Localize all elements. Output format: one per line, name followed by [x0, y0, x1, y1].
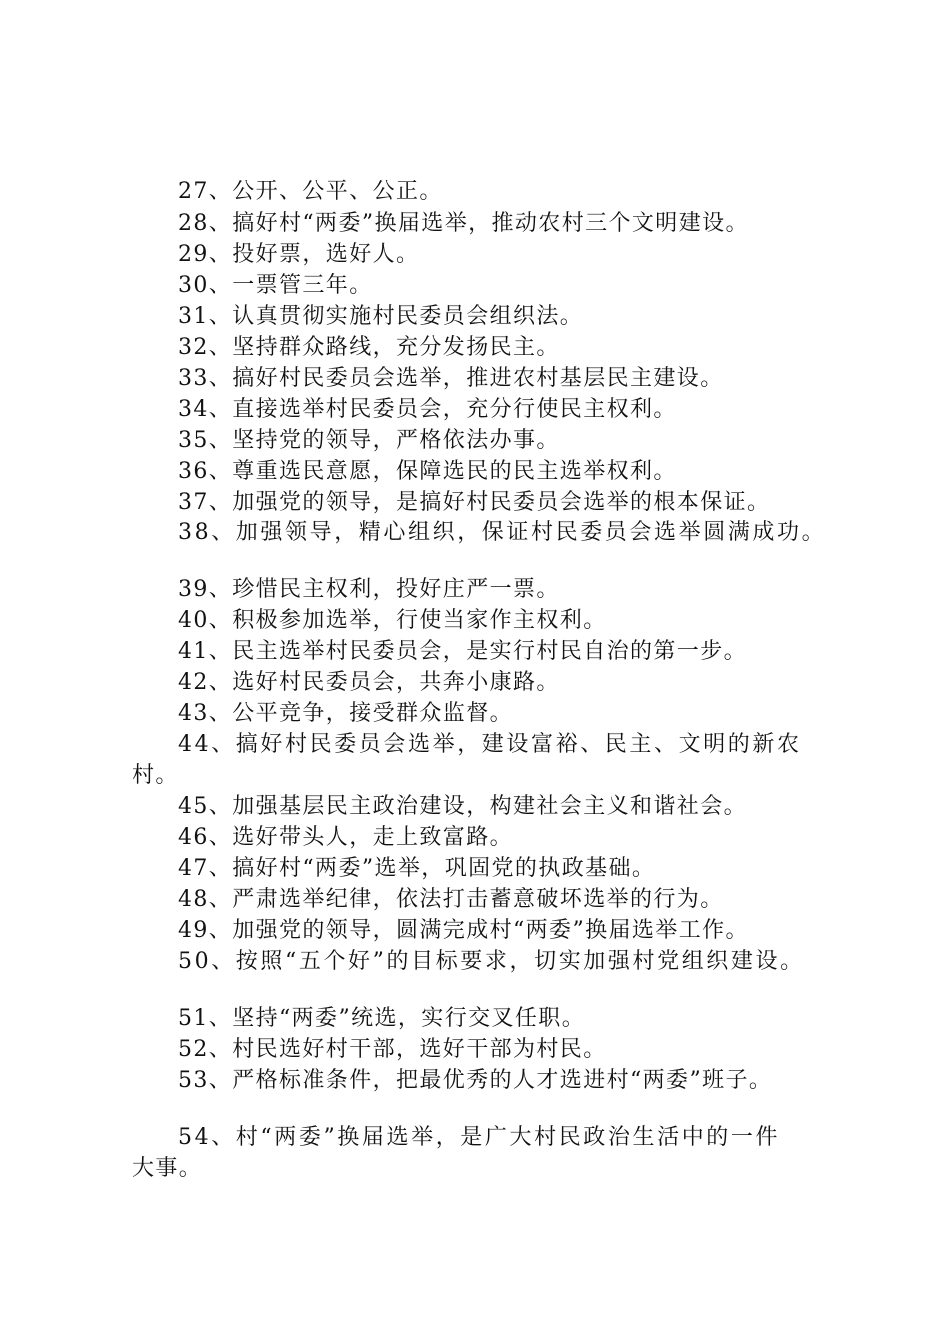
list-item: 47、搞好村“两委”选举，巩固党的执政基础。: [178, 856, 656, 881]
list-item: 38、加强领导，精心组织，保证村民委员会选举圆满成功。: [178, 520, 827, 545]
list-item: 54、村“两委”换届选举，是广大村民政治生活中的一件: [178, 1125, 781, 1150]
list-item: 44、搞好村民委员会选举，建设富裕、民主、文明的新农: [178, 732, 802, 757]
list-item: 45、加强基层民主政治建设，构建社会主义和谐社会。: [178, 794, 747, 819]
list-item: 34、直接选举村民委员会，充分行使民主权利。: [178, 397, 677, 422]
list-item: 30、一票管三年。: [178, 273, 373, 298]
list-item: 49、加强党的领导，圆满完成村“两委”换届选举工作。: [178, 918, 749, 943]
list-item: 50、按照“五个好”的目标要求，切实加强村党组织建设。: [178, 949, 805, 974]
list-item: 52、村民选好村干部，选好干部为村民。: [178, 1037, 607, 1062]
list-item: 51、坚持“两委”统选，实行交叉任职。: [178, 1006, 586, 1031]
list-item: 48、严肃选举纪律，依法打击蓄意破坏选举的行为。: [178, 887, 724, 912]
list-item: 33、搞好村民委员会选举，推进农村基层民主建设。: [178, 366, 724, 391]
list-item-continuation: 大事。: [132, 1156, 203, 1181]
list-item: 29、投好票，选好人。: [178, 242, 420, 267]
list-item: 53、严格标准条件，把最优秀的人才选进村“两委”班子。: [178, 1068, 773, 1093]
list-item: 35、坚持党的领导，严格依法办事。: [178, 428, 560, 453]
list-item: 32、坚持群众路线，充分发扬民主。: [178, 335, 560, 360]
list-item: 31、认真贯彻实施村民委员会组织法。: [178, 304, 584, 329]
list-item: 43、公平竞争，接受群众监督。: [178, 701, 513, 726]
list-item: 36、尊重选民意愿，保障选民的民主选举权利。: [178, 459, 677, 484]
list-item: 41、民主选举村民委员会，是实行村民自治的第一步。: [178, 639, 747, 664]
list-item: 46、选好带头人，走上致富路。: [178, 825, 513, 850]
list-item: 42、选好村民委员会，共奔小康路。: [178, 670, 560, 695]
list-item: 39、珍惜民主权利，投好庄严一票。: [178, 577, 560, 602]
list-item: 40、积极参加选举，行使当家作主权利。: [178, 608, 607, 633]
list-item: 28、搞好村“两委”换届选举，推动农村三个文明建设。: [178, 211, 749, 236]
list-item-continuation: 村。: [132, 763, 179, 788]
list-item: 37、加强党的领导，是搞好村民委员会选举的根本保证。: [178, 490, 771, 515]
list-item: 27、公开、公平、公正。: [178, 179, 443, 204]
